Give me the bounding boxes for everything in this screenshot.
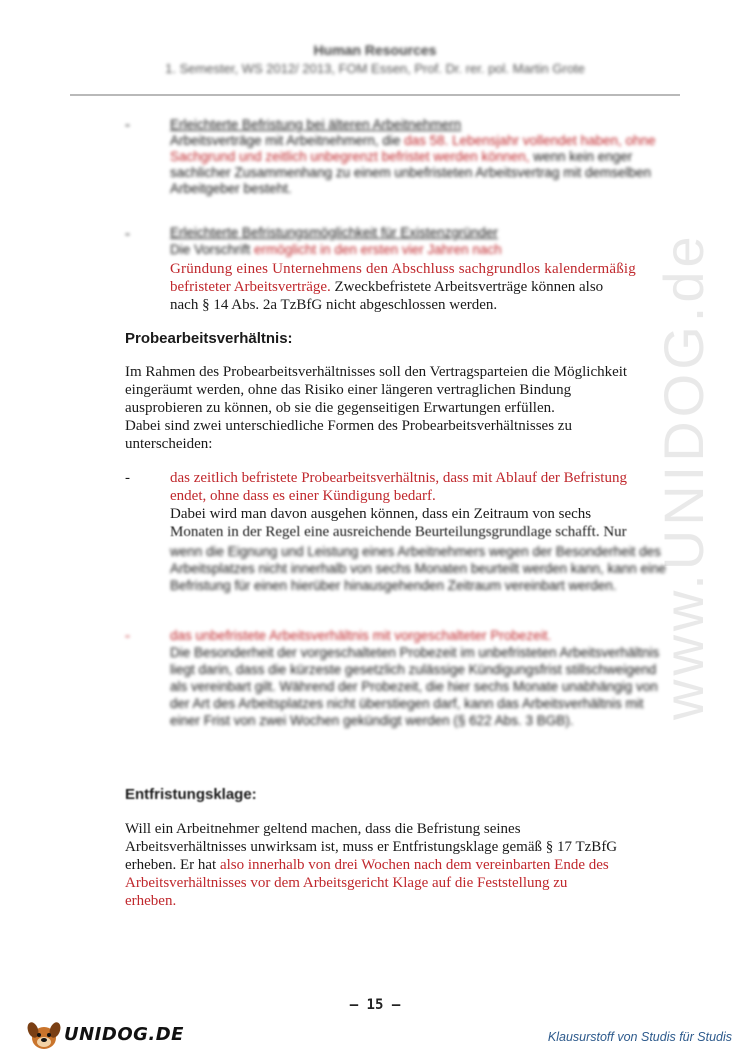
probe-line: Im Rahmen des Probearbeitsverhältnisses soll den Vertragsparteien die Möglichkeit: [125, 364, 628, 380]
footer-tagline: Klausurstoff von Studis für Studis: [547, 1030, 732, 1044]
probe-paragraph: [125, 363, 685, 453]
klage-line-3: erheben. Er hat: [125, 857, 220, 873]
item-b-red-3: befristeter Arbeitsverträge.: [170, 279, 331, 295]
item-b-title: Erleichterte Befristungsmöglichkeit für Existenzgründer: [170, 225, 498, 240]
item-b: [170, 225, 670, 314]
item-a: [170, 117, 660, 197]
item-b-red-1: ermöglicht in den ersten vier Jahren nach: [254, 242, 502, 257]
probe-item-1-dash: -: [125, 470, 130, 486]
probe-item-2-red: das unbefristete Arbeitsverhältnis mit vorgeschalteter Probezeit.: [170, 628, 552, 643]
page-number: – 15 –: [349, 997, 401, 1013]
probe-line: Dabei sind zwei unterschiedliche Formen des Probearbeitsverhältnisses zu: [125, 418, 572, 434]
klage-heading: Entfristungsklage:: [125, 786, 257, 803]
probe-item-1-red-2: endet, ohne dass es einer Kündigung bedarf.: [170, 488, 436, 504]
unidog-logo: [24, 1018, 184, 1052]
page-header: [0, 42, 750, 76]
header-subtitle: 1. Semester, WS 2012/ 2013, FOM Essen, Prof. Dr. rer. pol. Martin Grote: [165, 61, 585, 76]
item-a-dash: -: [125, 117, 130, 133]
item-a-red: das 58. Lebensjahr vollendet haben, ohne Sachgrund und zeitlich unbegrenzt befristet werden können,: [170, 133, 656, 164]
item-b-rest: Zweckbefristete Arbeitsverträge können also: [330, 279, 604, 295]
probe-heading: Probearbeitsverhältnis:: [125, 330, 293, 347]
probe-item-1-line-3: Dabei wird man davon ausgehen können, dass ein Zeitraum von sechs: [170, 506, 592, 522]
item-a-text: Arbeitsverträge mit Arbeitnehmern, die: [170, 133, 405, 148]
dog-icon: [24, 1018, 64, 1052]
klage-line-4-red: Arbeitsverhältnisses vor dem Arbeitsgericht Klage auf die Feststellung zu: [125, 875, 568, 891]
watermark: www.UNIDOG.de: [652, 232, 715, 720]
item-b-text: Die Vorschrift: [170, 242, 255, 257]
item-b-red-2: Gründung eines Unternehmens den Abschluss sachgrundlos kalendermäßig: [170, 261, 637, 277]
header-rule: [70, 94, 680, 96]
klage-line-3-red: also innerhalb von drei Wochen nach dem vereinbarten Ende des: [219, 857, 609, 873]
probe-item-1-blurred: wenn die Eignung und Leistung eines Arbeitnehmers wegen der Besonderheit des Arbeitsplatzes nicht innerhalb von sechs Monaten beurteilt werden kann, kann eine Befristung für einen hierüber hinausgehenden Zeitraum vereinbart werden.: [170, 544, 667, 593]
probe-line: ausprobieren zu können, ob sie die gegenseitigen Erwartungen erfüllen.: [125, 400, 555, 416]
item-a-title: Erleichterte Befristung bei älteren Arbeitnehmern: [170, 117, 462, 132]
klage-line-5-red: erheben.: [125, 893, 177, 909]
klage-line-1: Will ein Arbeitnehmer geltend machen, dass die Befristung seines: [125, 821, 521, 837]
probe-item-2-blurred: Die Besonderheit der vorgeschalteten Probezeit im unbefristeten Arbeitsverhältnis liegt darin, dass die kürzeste gesetzlich zulässige Kündigungsfrist stillschweigend als vereinbart gilt. Während der Probezeit, die hier sechs Monate unabhängig von der Art des Arbeitsplatzes nicht überstiegen darf, kann das Arbeitsverhältnis mit einer Frist von zwei Wochen gekündigt werden (§ 622 Abs. 3 BGB).: [170, 645, 660, 728]
probe-line: unterscheiden:: [125, 436, 213, 452]
probe-item-1-red-1: das zeitlich befristete Probearbeitsverhältnis, dass mit Ablauf der Befristung: [170, 470, 627, 486]
logo-text: UNIDOG.DE: [64, 1024, 184, 1045]
probe-item-1-line-4: Monaten in der Regel eine ausreichende Beurteilungsgrundlage schafft. Nur: [170, 524, 627, 540]
probe-line: eingeräumt werden, ohne das Risiko einer längeren vertraglichen Bindung: [125, 382, 572, 398]
header-title: Human Resources: [313, 42, 437, 58]
klage-line-2: Arbeitsverhältnisses unwirksam ist, muss er Entfristungsklage gemäß § 17 TzBfG: [125, 839, 618, 855]
probe-item-2-dash: -: [125, 628, 130, 644]
klage-paragraph: [125, 820, 685, 910]
item-b-line-4: nach § 14 Abs. 2a TzBfG nicht abgeschlossen werden.: [170, 297, 498, 313]
item-b-dash: -: [125, 226, 130, 242]
probe-item-1: [170, 469, 670, 594]
item-a-rest: wenn kein enger sachlicher Zusammenhang zu einem unbefristeten Arbeitsvertrag mit demselben Arbeitgeber besteht.: [170, 149, 651, 196]
probe-item-2: [170, 628, 670, 729]
